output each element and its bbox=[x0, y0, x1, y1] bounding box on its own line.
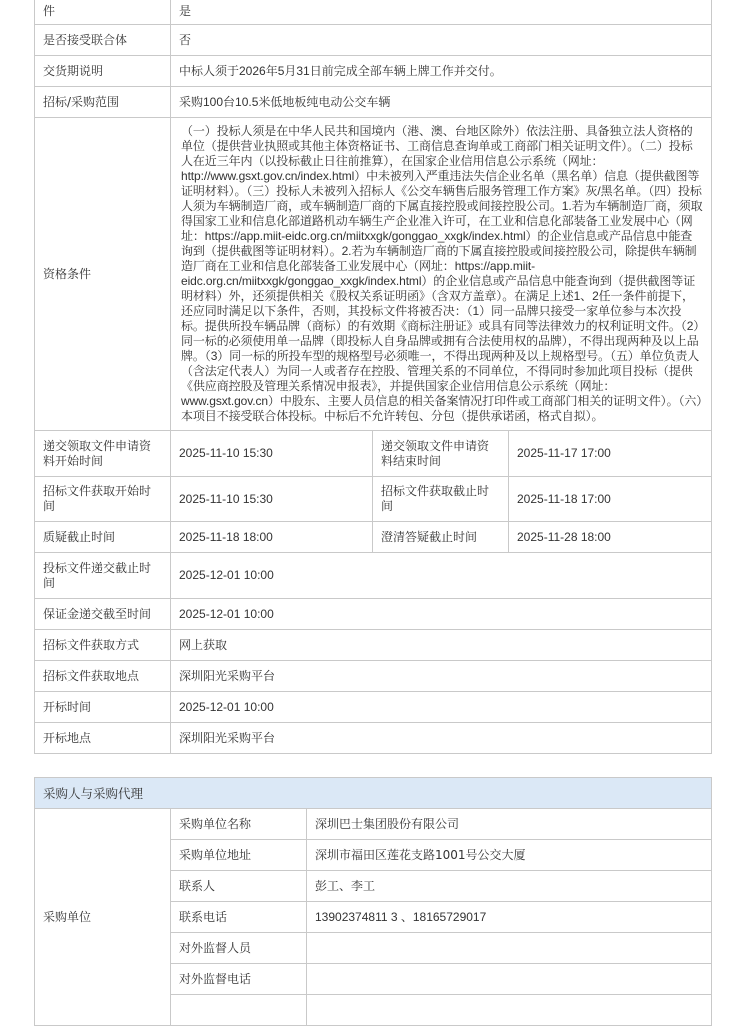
row-value: 2025-12-01 10:00 bbox=[171, 599, 712, 630]
pair-value-1: 2025-11-18 18:00 bbox=[171, 522, 373, 553]
row-label: 投标文件递交截止时间 bbox=[35, 553, 171, 599]
info-row-bid-deadline bbox=[35, 553, 712, 599]
group-label: 采购单位 bbox=[35, 809, 171, 1026]
info-row-pair bbox=[35, 431, 712, 477]
row-value: 2025-12-01 10:00 bbox=[171, 692, 712, 723]
info-row-joint-partial bbox=[35, 0, 712, 25]
info-row-opening-time bbox=[35, 692, 712, 723]
info-row-obtain-method bbox=[35, 630, 712, 661]
row-label: 招标文件获取方式 bbox=[35, 630, 171, 661]
row-label: 件 bbox=[35, 0, 171, 25]
row-label: 开标时间 bbox=[35, 692, 171, 723]
row-value: 13902374811 3 、18165729017 bbox=[307, 902, 712, 933]
row-label: 招标/采购范围 bbox=[35, 87, 171, 118]
purchaser-row bbox=[35, 809, 712, 840]
pair-value-2: 2025-11-28 18:00 bbox=[509, 522, 712, 553]
pair-label-2: 澄清答疑截止时间 bbox=[373, 522, 509, 553]
row-label: 对外监督人员 bbox=[171, 933, 307, 964]
row-label: 保证金递交截至时间 bbox=[35, 599, 171, 630]
pair-value-1: 2025-11-10 15:30 bbox=[171, 431, 373, 477]
row-value: 深圳阳光采购平台 bbox=[171, 661, 712, 692]
row-value: 彭工、李工 bbox=[307, 871, 712, 902]
info-row-consortium bbox=[35, 25, 712, 56]
info-row-scope bbox=[35, 87, 712, 118]
qualification-text: （一）投标人须是在中华人民共和国境内（港、澳、台地区除外）依法注册、具备独立法人资格的单位（提供营业执照或其他主体资格证书、工商信息查询单或工商部门相关证明文件）。（二）投标人在近三年内（以投标截止日往前推算），在国家企业信用信息公示系统（网址：http://www.gsxt.gov.cn/index.html）中未被列入严重违法失信企业名单（黑名单）信息（提供截图等证明材料）。（三）投标人未被列入招标人《公交车辆售后服务管理工作方案》灰/黑名单。（四）投标人须为车辆制造厂商，或车辆制造厂商的下属直接控股或间接控股公司。1.若为车辆制造厂商，须取得国家工业和信息化部道路机动车辆生产企业准入许可，在工业和信息化部装备工业发展中心（网址：https://app.miit-eidc.org.cn/miitxxgk/gonggao_xxgk/index.html）的企业信息或产品信息中能查询到（提供截图等证明材料）。2.若为车辆制造厂商的下属直接控股或间接控股公司，除提供车辆制造厂商在工业和信息化部装备工业发展中心（网址：https://app.miit-eidc.org.cn/miitxxgk/gonggao_xxgk/index.html）的企业信息或产品信息中能查询到（提供截图等证明材料）外，还须提供相关《股权关系证明函》（含双方盖章）。在满足上述1、2任一条件前提下，还应同时满足以下条件，否则，其投标文件将被否决：（1）同一品牌只接受一家单位参与本次投标。提供所投车辆品牌（商标）的有效期《商标注册证》或具有同等法律效力的权利证明文件。（2）同一标的必须使用单一品牌（即投标人自身品牌或拥有合法使用权的品牌），不得出现两种及以上品牌。（3）同一标的所投车型的规格型号必须唯一，不得出现两种及以上规格型号。（五）单位负责人（含法定代表人）为同一人或者存在控股、管理关系的不同单位，不得同时参加此项目投标（提供《供应商控股及管理关系情况申报表》，并提供国家企业信用信息公示系统（网址：www.gsxt.gov.cn）中股东、主要人员信息的相关备案情况打印件或工商部门相关的证明文件）。（六）本项目不接受联合体投标。中标后不允许转包、分包（提供承诺函，格式自拟）。 bbox=[171, 118, 712, 431]
pair-value-1: 2025-11-10 15:30 bbox=[171, 477, 373, 522]
info-row-pair bbox=[35, 477, 712, 522]
pair-label-2: 递交领取文件申请资料结束时间 bbox=[373, 431, 509, 477]
info-row-qualification bbox=[35, 118, 712, 431]
pair-label-2: 招标文件获取截止时间 bbox=[373, 477, 509, 522]
row-value: 是 bbox=[171, 0, 712, 25]
row-label: 采购单位地址 bbox=[171, 840, 307, 871]
pair-label-1: 招标文件获取开始时间 bbox=[35, 477, 171, 522]
info-row-delivery bbox=[35, 56, 712, 87]
tender-info-table bbox=[34, 0, 712, 754]
row-label: 招标文件获取地点 bbox=[35, 661, 171, 692]
row-label: 对外监督电话 bbox=[171, 964, 307, 995]
info-row-obtain-place bbox=[35, 661, 712, 692]
pair-value-2: 2025-11-18 17:00 bbox=[509, 477, 712, 522]
info-row-deposit-deadline bbox=[35, 599, 712, 630]
info-row-opening-place bbox=[35, 723, 712, 754]
info-row-pair bbox=[35, 522, 712, 553]
purchaser-table bbox=[34, 777, 712, 1026]
row-value: 深圳阳光采购平台 bbox=[171, 723, 712, 754]
row-value: 采购100台10.5米低地板纯电动公交车辆 bbox=[171, 87, 712, 118]
row-value bbox=[307, 964, 712, 995]
row-label: 采购单位名称 bbox=[171, 809, 307, 840]
row-label: 是否接受联合体 bbox=[35, 25, 171, 56]
pair-label-1: 质疑截止时间 bbox=[35, 522, 171, 553]
row-label: 交货期说明 bbox=[35, 56, 171, 87]
row-value: 2025-12-01 10:00 bbox=[171, 553, 712, 599]
section-header: 采购人与采购代理 bbox=[35, 778, 712, 809]
row-value: 网上获取 bbox=[171, 630, 712, 661]
row-label: 联系人 bbox=[171, 871, 307, 902]
row-label: 开标地点 bbox=[35, 723, 171, 754]
row-value: 中标人须于2026年5月31日前完成全部车辆上牌工作并交付。 bbox=[171, 56, 712, 87]
pair-value-2: 2025-11-17 17:00 bbox=[509, 431, 712, 477]
row-value: 否 bbox=[171, 25, 712, 56]
pair-label-1: 递交领取文件申请资料开始时间 bbox=[35, 431, 171, 477]
row-value bbox=[307, 933, 712, 964]
row-label: 联系电话 bbox=[171, 902, 307, 933]
row-value: 深圳市福田区莲花支路1001号公交大厦 bbox=[307, 840, 712, 871]
row-value: 深圳巴士集团股份有限公司 bbox=[307, 809, 712, 840]
row-label: 资格条件 bbox=[35, 118, 171, 431]
